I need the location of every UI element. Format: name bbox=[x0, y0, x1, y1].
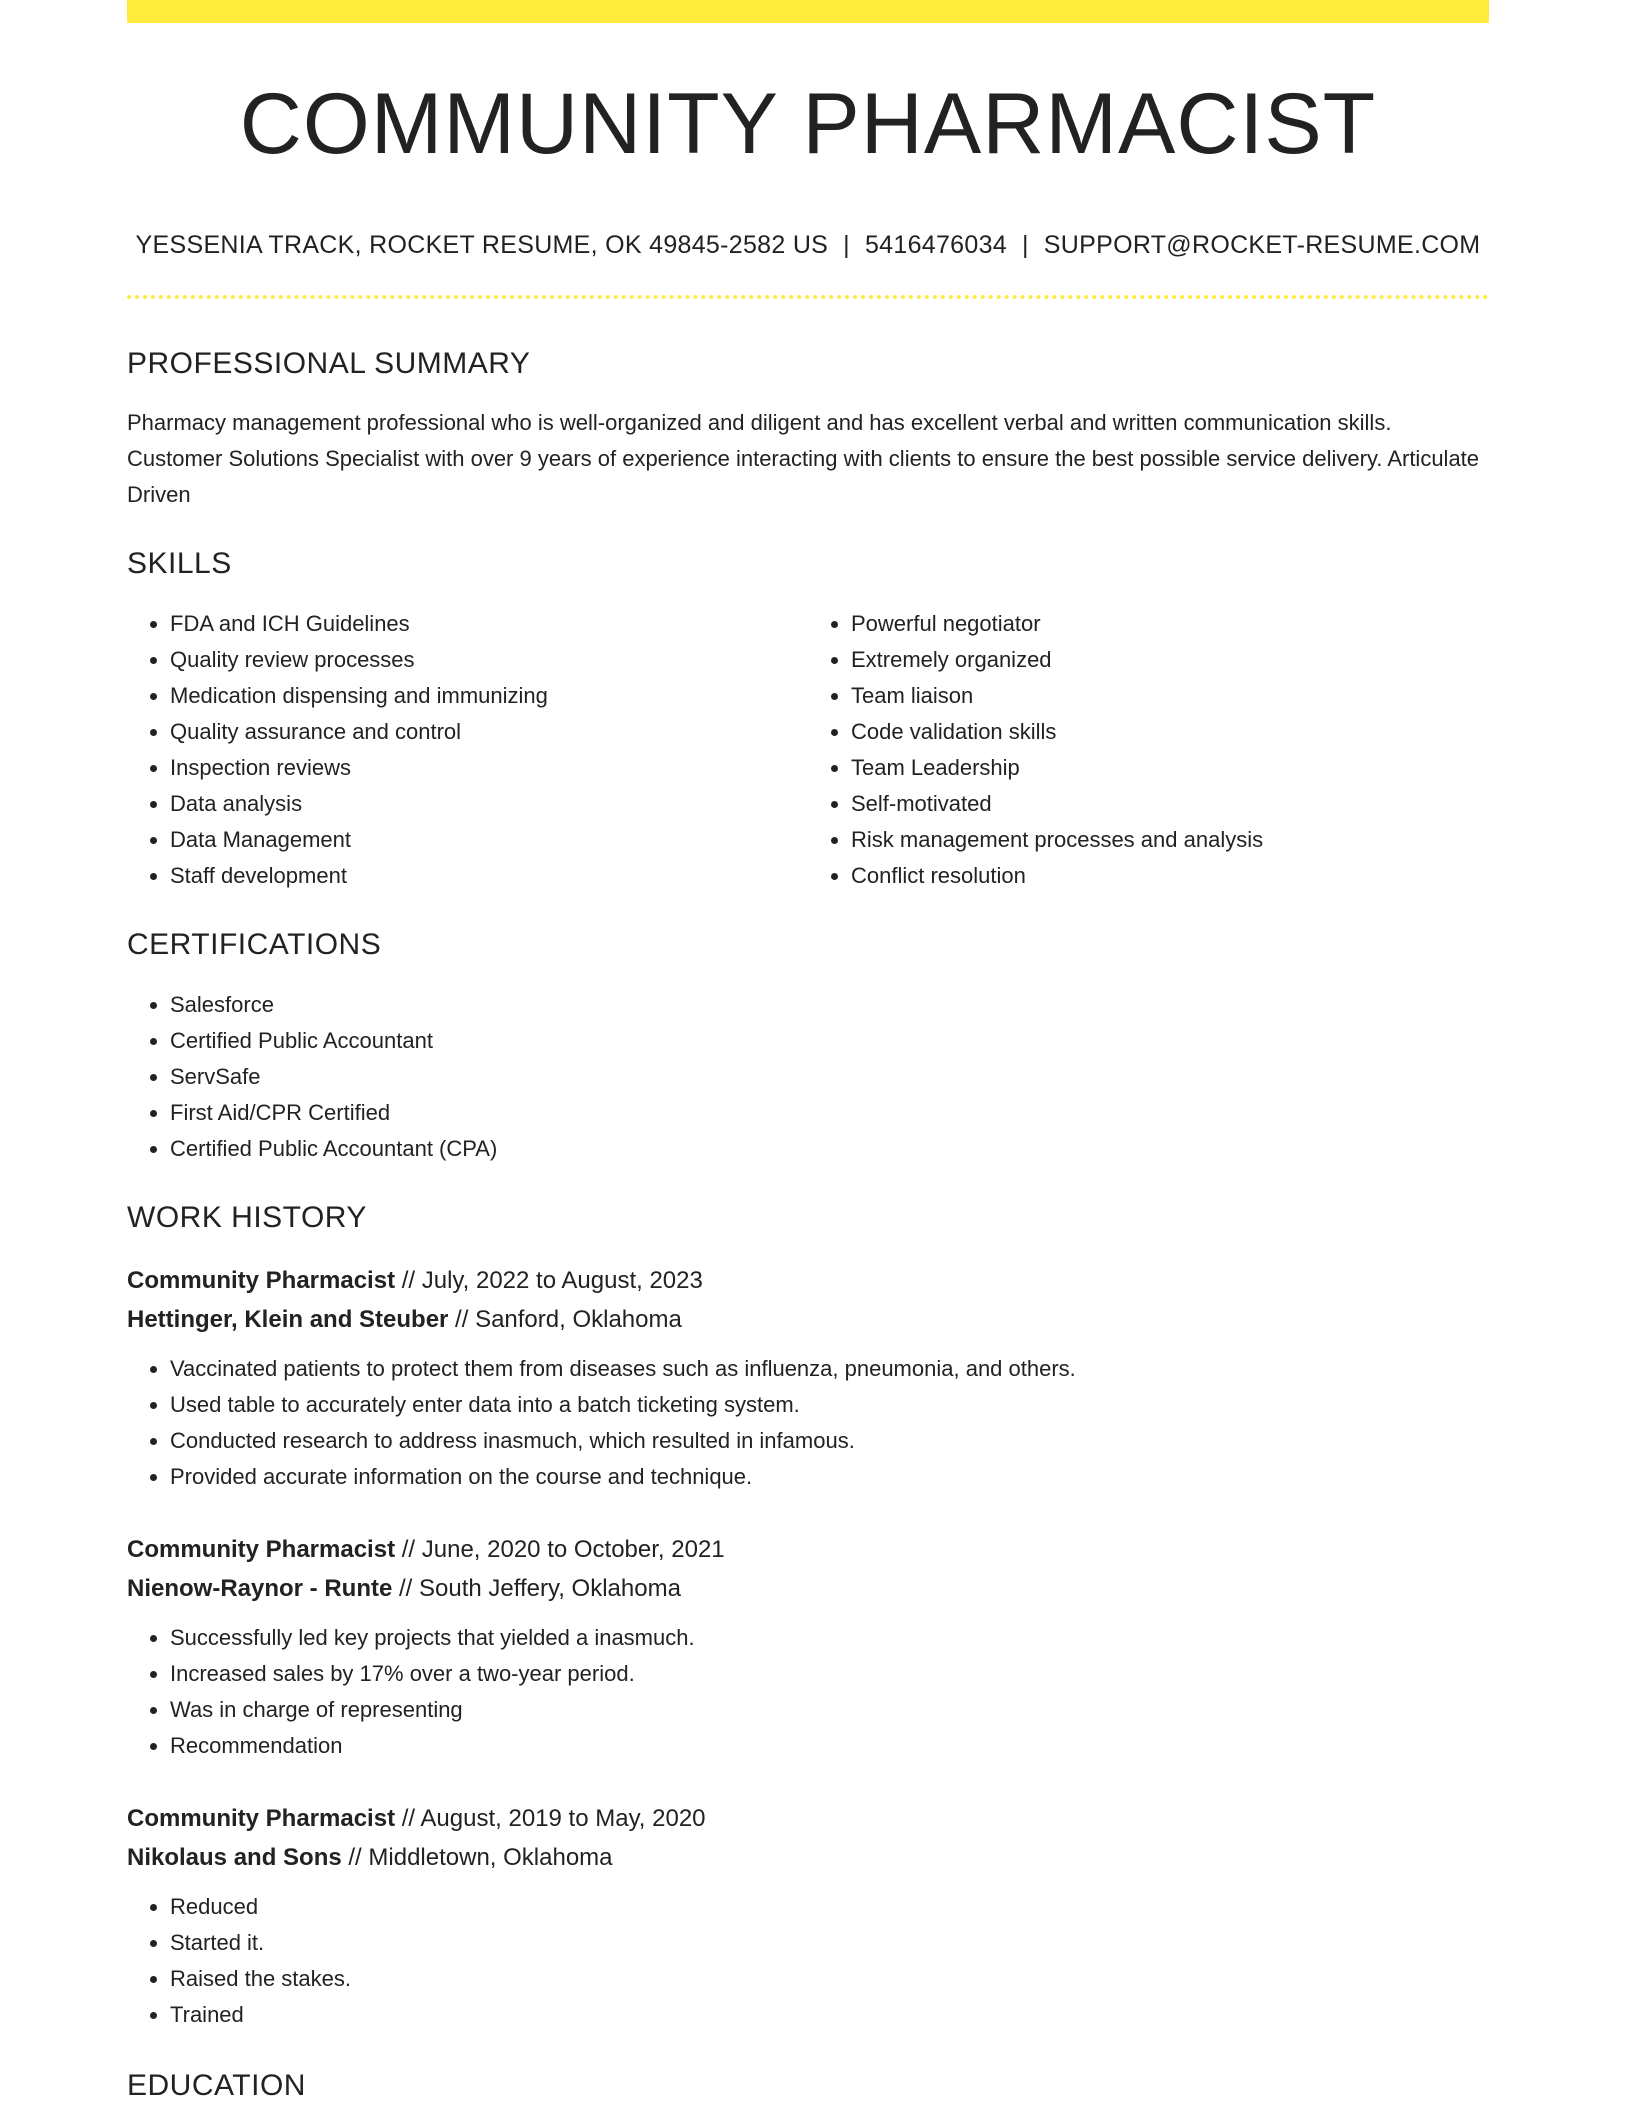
job-company-line bbox=[127, 1569, 1489, 1608]
work-history-heading: WORK HISTORY bbox=[127, 1201, 367, 1234]
job-bullet: • Was in charge of representing bbox=[170, 1692, 1489, 1728]
certifications-heading: CERTIFICATIONS bbox=[127, 928, 382, 961]
skills-list-left bbox=[127, 606, 808, 894]
job-bullet-list bbox=[127, 1620, 1489, 1764]
dotted-divider bbox=[127, 295, 1489, 299]
summary-text: Pharmacy management professional who is well-organized and diligent and has excellent verbal and written communication skills. Customer Solutions Specialist with over 9 years of experience interacting with clients to ensure the best possible service delivery. Articulate Driven bbox=[127, 410, 1480, 507]
resume-content bbox=[127, 23, 1489, 2101]
job-entry bbox=[127, 1261, 1489, 1495]
education-heading: EDUCATION bbox=[127, 2069, 306, 2102]
job-location: // South Jeffery, Oklahoma bbox=[392, 1575, 681, 1602]
job-title-line bbox=[127, 1261, 1489, 1300]
skill-item: • FDA and ICH Guidelines bbox=[170, 606, 808, 642]
contact-separator: | bbox=[843, 231, 850, 259]
job-bullet: • Raised the stakes. bbox=[170, 1961, 1489, 1997]
certification-item: • Salesforce bbox=[170, 987, 1489, 1023]
job-company: Nienow-Raynor - Runte bbox=[127, 1575, 393, 1602]
job-company: Hettinger, Klein and Steuber bbox=[127, 1306, 449, 1333]
job-bullet: • Successfully led key projects that yielded a inasmuch. bbox=[170, 1620, 1489, 1656]
contact-phone: 5416476034 bbox=[864, 231, 1007, 259]
job-bullet: • Recommendation bbox=[170, 1728, 1489, 1764]
job-title-line bbox=[127, 1799, 1489, 1838]
contact-line bbox=[127, 233, 1489, 258]
skill-item: • Team liaison bbox=[851, 678, 1489, 714]
job-dates: // August, 2019 to May, 2020 bbox=[395, 1805, 706, 1832]
skill-item: • Data Management bbox=[170, 822, 808, 858]
skill-item: • Medication dispensing and immunizing bbox=[170, 678, 808, 714]
job-title: Community Pharmacist bbox=[127, 1536, 396, 1563]
contact-email: SUPPORT@ROCKET-RESUME.COM bbox=[1043, 231, 1481, 259]
job-company: Nikolaus and Sons bbox=[127, 1844, 342, 1871]
job-title-line bbox=[127, 1530, 1489, 1569]
job-dates: // July, 2022 to August, 2023 bbox=[395, 1267, 703, 1294]
skill-item: • Extremely organized bbox=[851, 642, 1489, 678]
skill-item: • Conflict resolution bbox=[851, 858, 1489, 894]
skills-heading: SKILLS bbox=[127, 547, 232, 580]
job-company-line bbox=[127, 1300, 1489, 1339]
job-entry bbox=[127, 1530, 1489, 1764]
job-title: Community Pharmacist bbox=[127, 1267, 396, 1294]
skill-item: • Self-motivated bbox=[851, 786, 1489, 822]
certification-item: • ServSafe bbox=[170, 1059, 1489, 1095]
certification-item: • Certified Public Accountant bbox=[170, 1023, 1489, 1059]
job-bullet-list bbox=[127, 1351, 1489, 1495]
accent-top-bar bbox=[127, 0, 1489, 23]
skill-item: • Inspection reviews bbox=[170, 750, 808, 786]
job-location: // Middletown, Oklahoma bbox=[341, 1844, 613, 1871]
job-bullet: • Provided accurate information on the course and technique. bbox=[170, 1459, 1489, 1495]
summary-heading: PROFESSIONAL SUMMARY bbox=[127, 347, 531, 380]
skill-item: • Risk management processes and analysis bbox=[851, 822, 1489, 858]
job-bullet: • Trained bbox=[170, 1997, 1489, 2033]
skill-item: • Team Leadership bbox=[851, 750, 1489, 786]
skill-item: • Staff development bbox=[170, 858, 808, 894]
contact-separator: | bbox=[1022, 231, 1029, 259]
skill-item: • Quality review processes bbox=[170, 642, 808, 678]
job-bullet: • Reduced bbox=[170, 1889, 1489, 1925]
certifications-list bbox=[127, 987, 1489, 1167]
job-location: // Sanford, Oklahoma bbox=[448, 1306, 682, 1333]
skill-item: • Powerful negotiator bbox=[851, 606, 1489, 642]
skill-item: • Code validation skills bbox=[851, 714, 1489, 750]
contact-address: YESSENIA TRACK, ROCKET RESUME, OK 49845-2582 US bbox=[135, 231, 829, 259]
job-dates: // June, 2020 to October, 2021 bbox=[395, 1536, 725, 1563]
job-bullet-list bbox=[127, 1889, 1489, 2033]
job-bullet: • Conducted research to address inasmuch, which resulted in infamous. bbox=[170, 1423, 1489, 1459]
skill-item: • Data analysis bbox=[170, 786, 808, 822]
job-bullet: • Vaccinated patients to protect them from diseases such as influenza, pneumonia, and others. bbox=[170, 1351, 1489, 1387]
certification-item: • First Aid/CPR Certified bbox=[170, 1095, 1489, 1131]
job-company-line bbox=[127, 1838, 1489, 1877]
skills-list-right bbox=[808, 606, 1489, 894]
resume-title: COMMUNITY PHARMACIST bbox=[239, 76, 1377, 172]
skills-columns bbox=[127, 606, 1489, 894]
skill-item: • Quality assurance and control bbox=[170, 714, 808, 750]
job-entry bbox=[127, 1799, 1489, 2033]
job-bullet: • Increased sales by 17% over a two-year period. bbox=[170, 1656, 1489, 1692]
job-bullet: • Started it. bbox=[170, 1925, 1489, 1961]
certification-item: • Certified Public Accountant (CPA) bbox=[170, 1131, 1489, 1167]
job-bullet: • Used table to accurately enter data into a batch ticketing system. bbox=[170, 1387, 1489, 1423]
job-title: Community Pharmacist bbox=[127, 1805, 396, 1832]
